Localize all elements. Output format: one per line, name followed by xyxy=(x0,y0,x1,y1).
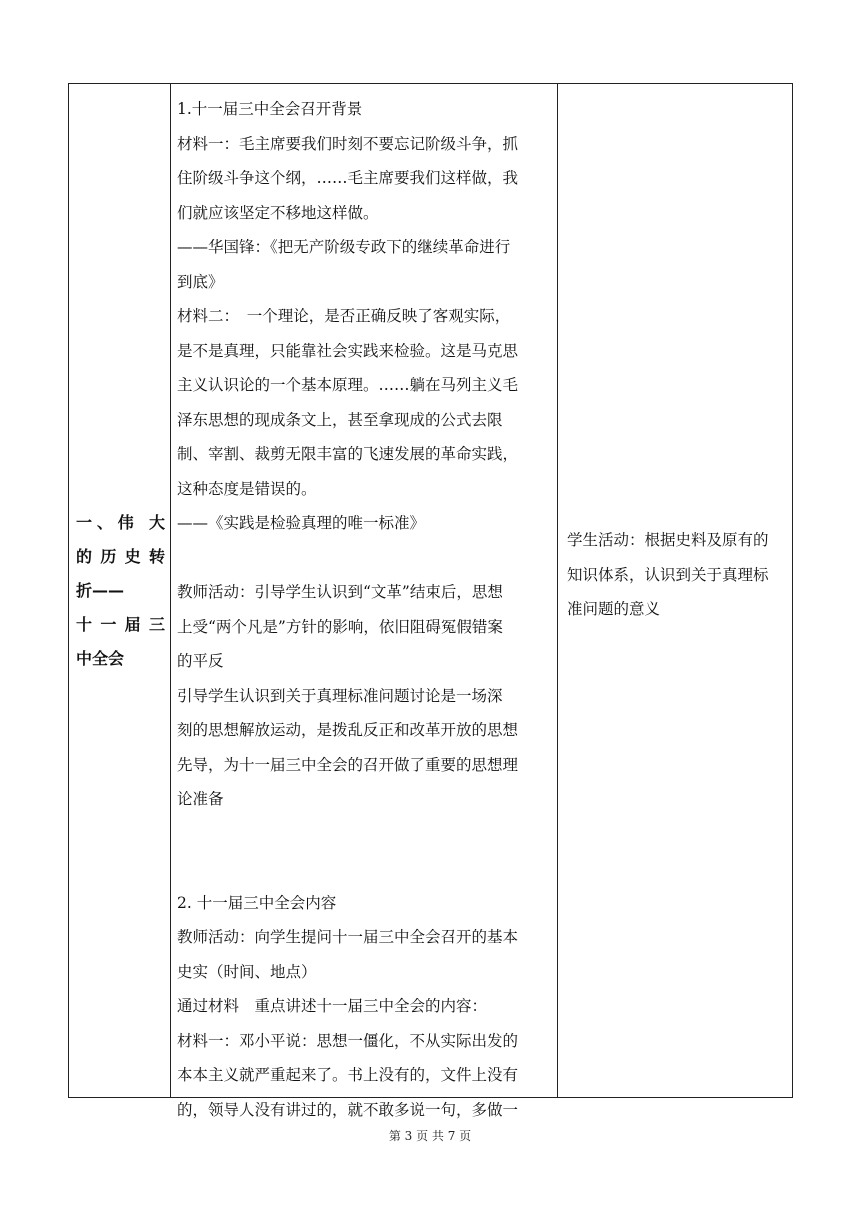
text-line: 的平反 xyxy=(177,652,224,670)
text-line: 通过材料 重点讲述十一届三中全会的内容： xyxy=(177,997,488,1015)
source-line: ——华国锋：《把无产阶级专政下的继续革命进行 xyxy=(177,238,511,256)
teaching-content xyxy=(177,92,553,1127)
text-line: 是不是真理，只能靠社会实践来检验。这是马克思 xyxy=(177,341,519,360)
text-line: 先导，为十一届三中全会的召开做了重要的思想理 xyxy=(177,755,519,774)
lesson-table xyxy=(68,83,793,1119)
text-line: 本本主义就严重起来了。书上没有的，文件上没有 xyxy=(177,1066,519,1084)
source-line: ——《实践是检验真理的唯一标准》 xyxy=(177,514,426,532)
section-heading xyxy=(76,84,165,1097)
text-line: 的，领导人没有讲过的，就不敢多说一句，多做一 xyxy=(177,1100,519,1119)
section-title: 1.十一届三中全会召开背景 xyxy=(177,100,363,118)
heading-line: 十一届三 xyxy=(76,614,165,634)
blank-line xyxy=(177,541,553,576)
text-line: 材料二： 一个理论，是否正确反映了客观实际， xyxy=(177,307,511,325)
page-footer: 第 3 页 共 7 页 xyxy=(388,1129,472,1143)
student-activity xyxy=(567,523,789,627)
column-divider xyxy=(170,84,171,1097)
heading-line: 折—— xyxy=(76,580,125,600)
heading-line: 一、伟 大 xyxy=(76,512,165,532)
text-line: 这种态度是错误的。 xyxy=(177,479,317,498)
column-divider xyxy=(557,84,558,1097)
text-line: 教师活动：向学生提问十一届三中全会召开的基本 xyxy=(177,928,519,946)
text-line: 刻的思想解放运动，是拨乱反正和改革开放的思想 xyxy=(177,721,519,739)
text-line: 材料一：邓小平说：思想一僵化，不从实际出发的 xyxy=(177,1031,519,1050)
text-line: 住阶级斗争这个纲，……毛主席要我们这样做，我 xyxy=(177,169,519,187)
heading-line: 中全会 xyxy=(76,648,125,668)
text-line: 材料一：毛主席要我们时刻不要忘记阶级斗争，抓 xyxy=(177,134,519,153)
text-line: 论准备 xyxy=(177,790,224,808)
text-line: 学生活动：根据史料及原有的 xyxy=(567,531,769,549)
text-line: 准问题的意义 xyxy=(567,600,661,618)
source-line: 到底》 xyxy=(177,272,224,291)
text-line: 引导学生认识到关于真理标准问题讨论是一场深 xyxy=(177,686,503,705)
text-line: 教师活动：引导学生认识到“文革”结束后，思想 xyxy=(177,583,503,601)
section-title: 2. 十一届三中全会内容 xyxy=(177,893,337,912)
text-line: 上受“两个凡是”方针的影响，依旧阻碍冤假错案 xyxy=(177,617,503,636)
heading-line: 的历史转 xyxy=(76,546,165,566)
text-line: 制、宰割、裁剪无限丰富的飞速发展的革命实践， xyxy=(177,445,519,463)
text-line: 史实（时间、地点） xyxy=(177,962,317,981)
blank-line xyxy=(177,817,553,886)
text-line: 知识体系，认识到关于真理标 xyxy=(567,565,769,584)
text-line: 泽东思想的现成条文上，甚至拿现成的公式去限 xyxy=(177,410,503,429)
text-line: 主义认识论的一个基本原理。……躺在马列主义毛 xyxy=(177,376,519,394)
text-line: 们就应该坚定不移地这样做。 xyxy=(177,203,379,222)
